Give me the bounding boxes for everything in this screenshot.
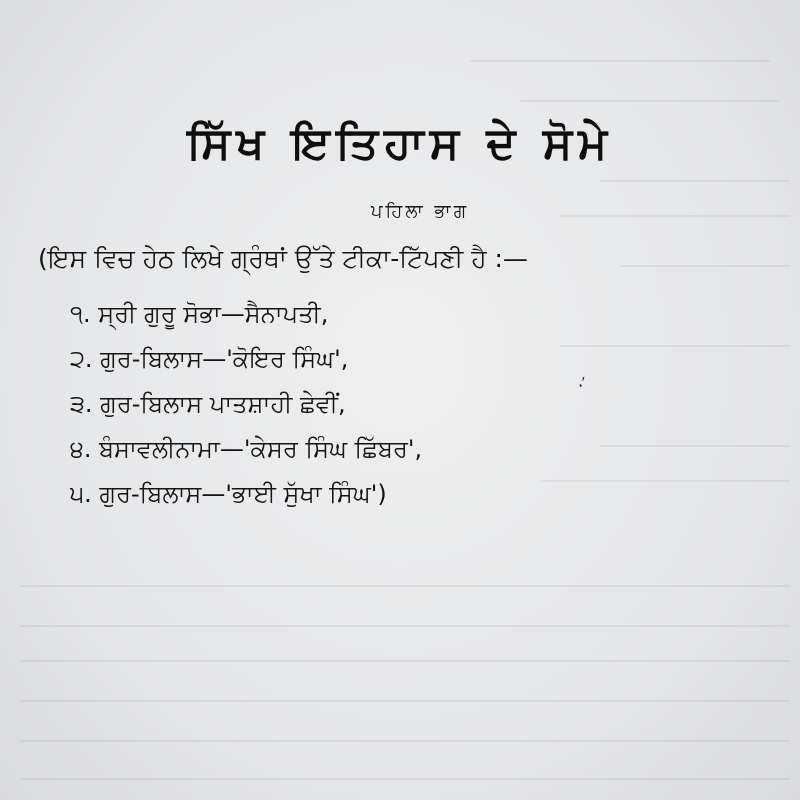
list-item: ੩. ਗੁਰ-ਬਿਲਾਸ ਪਾਤਸ਼ਾਹੀ ਛੇਵੀਂ, [70,390,346,418]
page-subtitle: ਪਹਿਲਾ ਭਾਗ [370,201,470,222]
list-item: ੨. ਗੁਰ-ਬਿਲਾਸ—'ਕੋਇਰ ਸਿੰਘ', [70,345,349,373]
pen-mark-icon: ·′ [574,373,592,398]
list-item: ੫. ਗੁਰ-ਬਿਲਾਸ—'ਭਾਈ ਸੁੱਖਾ ਸਿੰਘ') [70,480,387,508]
intro-text: (ਇਸ ਵਿਚ ਹੇਠ ਲਿਖੇ ਗ੍ਰੰਥਾਂ ਉੱਤੇ ਟੀਕਾ-ਟਿੱਪਣੀ ਹੈ :— [38,244,528,273]
list-item: ੪. ਬੰਸਾਵਲੀਨਾਮਾ—'ਕੇਸਰ ਸਿੰਘ ਛਿੱਬਰ', [70,435,423,463]
list-item: ੧. ਸ੍ਰੀ ਗੁਰੂ ਸੋਭਾ—ਸੈਨਾਪਤੀ, [70,300,329,328]
source-list [70,292,422,517]
page-title: ਸਿੱਖ ਇਤਿਹਾਸ ਦੇ ਸੋਮੇ [186,118,614,169]
